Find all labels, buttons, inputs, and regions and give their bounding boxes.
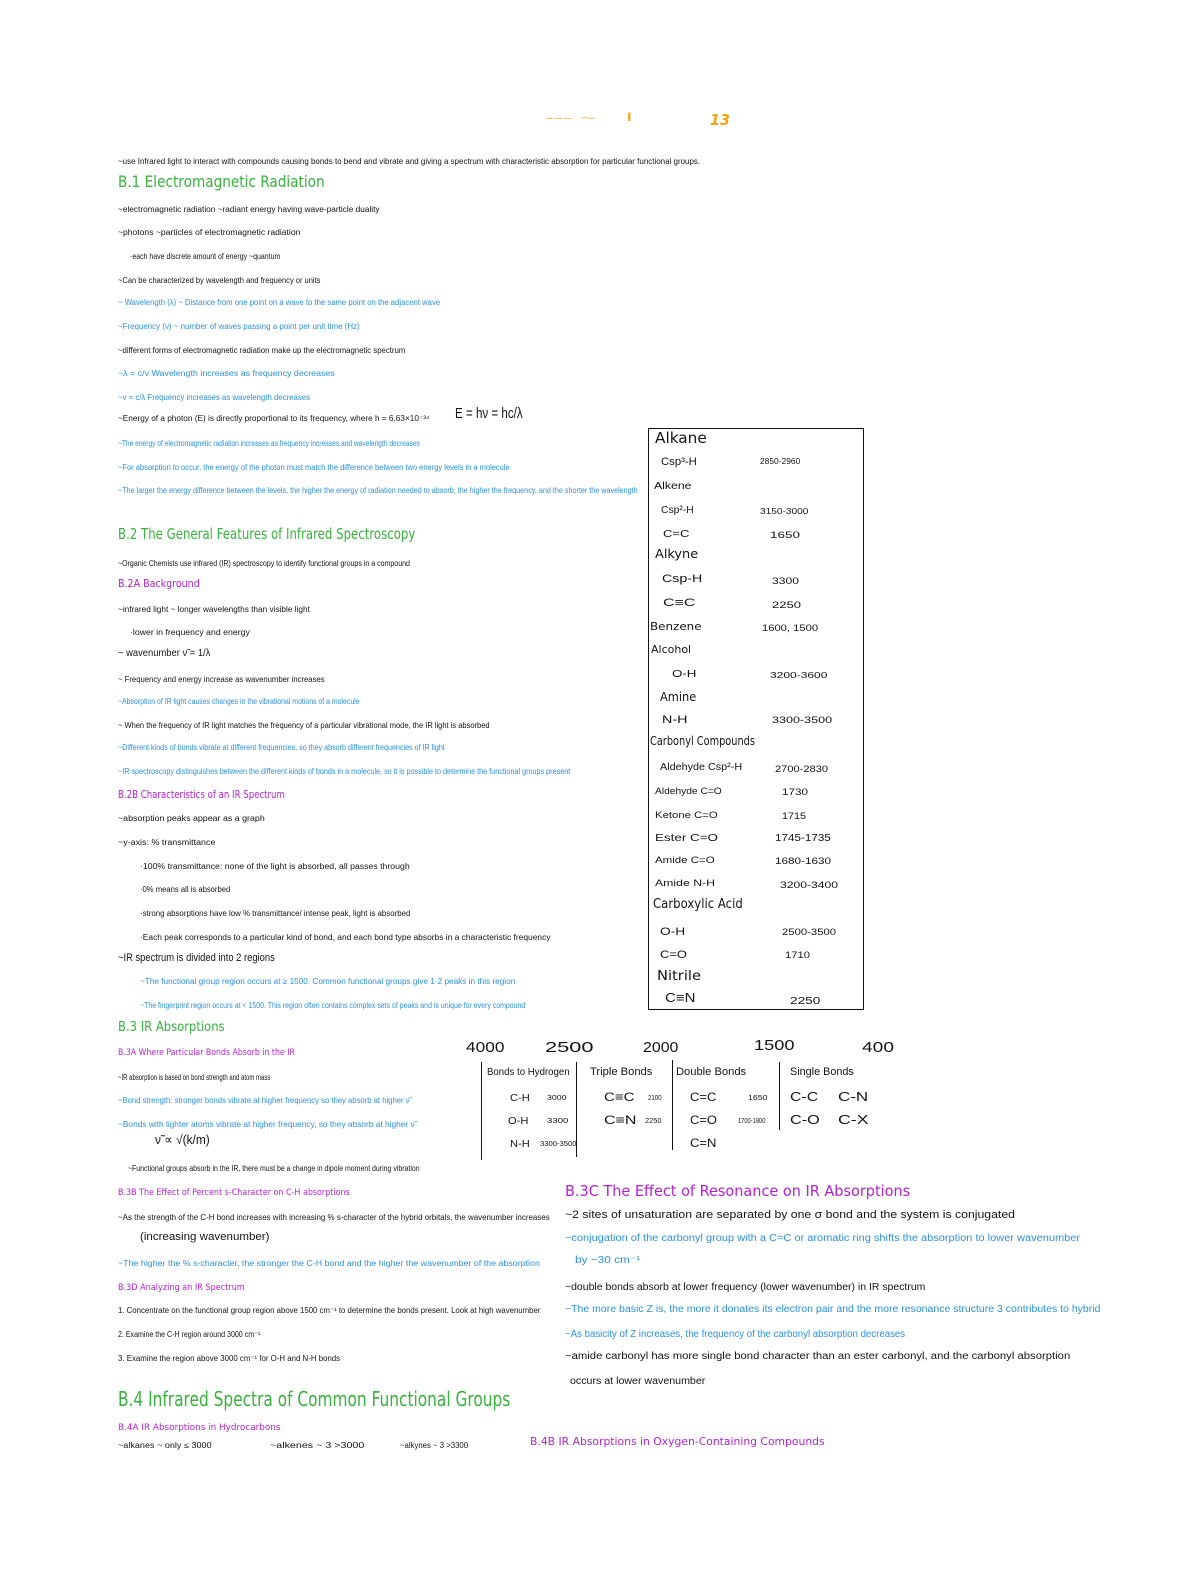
b4a-line: ~alkynes ~ 3 >3300	[400, 1441, 469, 1450]
b2a-line: ~IR spectroscopy distinguishes between the different kinds of bonds in a molecule, so it is possible to determine the functional groups present	[118, 767, 571, 776]
region-header: Triple Bonds	[590, 1066, 653, 1078]
region-bond: C=N	[690, 1136, 717, 1150]
box-category: Amine	[660, 690, 697, 704]
b3-heading: B.3 IR Absorptions	[118, 1020, 225, 1035]
b2a-line: ~ When the frequency of IR light matches the frequency of a particular vibrational mode, the IR light is absorbed	[118, 721, 490, 730]
b3a-line: ~Functional groups absorb in the IR, there must be a change in dipole moment during vibration	[128, 1164, 420, 1173]
region-bond: C=C	[690, 1090, 717, 1104]
box-bond: O-H	[660, 926, 686, 938]
wavenumber-label: 2000	[643, 1039, 679, 1056]
box-value: 2500-3500	[782, 927, 837, 937]
box-bond: Aldehyde C=O	[655, 786, 722, 796]
region-value: 1700-1800	[738, 1118, 766, 1125]
box-category: Carbonyl Compounds	[650, 734, 755, 748]
vibration-formula: ν̃ ∝ √(k/m)	[155, 1132, 210, 1147]
b3c-line: ~As basicity of Z increases, the frequency of the carbonyl absorption decreases	[565, 1329, 906, 1340]
b3b-line: (increasing wavenumber)	[140, 1231, 270, 1243]
region-bond: C-O	[790, 1112, 820, 1127]
wavenumber-label: 400	[862, 1039, 895, 1056]
region-value: 2250	[645, 1118, 662, 1125]
b1-line: ~The larger the energy difference between the levels, the higher the energy of radiation needed to absorb, the higher the frequency, and the shorter the wavelength	[118, 486, 638, 495]
b2b-line: ·100% transmittance: none of the light is absorbed, all passes through	[140, 862, 410, 871]
b3c-line: occurs at lower wavenumber	[570, 1376, 706, 1387]
box-bond: Aldehyde Csp²-H	[660, 762, 743, 773]
energy-formula: E = hν = hc/λ	[455, 405, 523, 422]
b3c-line: ~double bonds absorb at lower frequency (lower wavenumber) in IR spectrum	[565, 1282, 926, 1293]
b2b-line: ~y-axis: % transmittance	[118, 838, 216, 847]
b3c-line: ~amide carbonyl has more single bond character than an ester carbonyl, and the carbonyl absorption	[565, 1351, 1071, 1362]
b2b-line: ·0% means all is absorbed	[140, 885, 231, 894]
b1-line: ~electromagnetic radiation ~radiant energy having wave-particle duality	[118, 205, 380, 214]
b3a-line: ~Bonds with lighter atoms vibrate at higher frequency, so they absorb at higher ν̃	[118, 1120, 415, 1129]
title-part-2: I	[626, 110, 633, 124]
b1-line: ~The energy of electromagnetic radiation increases as frequency increases and wavelength decreases	[118, 439, 420, 448]
box-value: 2850-2960	[760, 457, 801, 466]
b3c-line: ~conjugation of the carbonyl group with a C=C or aromatic ring shifts the absorption to lower wavenumber	[565, 1233, 1081, 1244]
box-bond: O-H	[672, 669, 697, 680]
b3b-line: ~As the strength of the C-H bond increases with increasing % s-character of the hybrid orbitals, the wavenumber increases	[118, 1213, 550, 1222]
region-header: Single Bonds	[790, 1066, 854, 1078]
region-bond: O-H	[508, 1116, 529, 1127]
box-bond: Ketone C=O	[655, 810, 718, 820]
box-value: 1715	[782, 811, 807, 821]
b3a-line: ~Bond strength: stronger bonds vibrate at higher frequency so they absorb at higher ν̃	[118, 1096, 410, 1105]
b4a-heading: B.4A IR Absorptions in Hydrocarbons	[118, 1423, 281, 1433]
region-header: Bonds to Hydrogen	[487, 1067, 570, 1078]
b2a-line: ·lower in frequency and energy	[130, 628, 250, 637]
box-value: 3150-3000	[760, 507, 809, 516]
b2b-line: ~IR spectrum is divided into 2 regions	[118, 952, 275, 964]
b2b-line: ~The functional group region occurs at ≥ 1500. Common functional groups give 1-2 peaks in this region	[140, 977, 516, 986]
box-value: 1710	[785, 950, 811, 960]
wavenumber-formula: ~ wavenumber ν̃ = 1/λ	[118, 648, 211, 659]
b1-line: ~λ = c/ν Wavelength increases as frequency decreases	[118, 369, 335, 378]
wavenumber-label: 2500	[545, 1039, 594, 1056]
b1-line: ~Energy of a photon (E) is directly proportional to its frequency, where h = 6.63×10⁻³⁴	[118, 414, 430, 423]
box-bond: Csp³-H	[661, 456, 697, 468]
b2b-line: ·strong absorptions have low % transmittance/ intense peak, light is absorbed	[140, 909, 411, 918]
box-category: Carboxylic Acid	[653, 897, 743, 912]
box-value: 1680-1630	[775, 856, 832, 866]
box-category: Alkyne	[655, 547, 699, 561]
b2a-heading: B.2A Background	[118, 577, 200, 590]
box-value: 1650	[770, 530, 801, 540]
b2a-line: ~ Frequency and energy increase as wavenumber increases	[118, 675, 325, 684]
box-value: 1600, 1500	[762, 623, 819, 633]
b2b-line: ~absorption peaks appear as a graph	[118, 814, 265, 823]
region-value: 3300-3500	[540, 1141, 577, 1148]
box-bond: C≡N	[665, 990, 696, 1005]
b1-line: ~ν = c/λ Frequency increases as wavelength decreases	[118, 393, 310, 402]
b3c-line: by ~30 cm⁻¹	[575, 1255, 641, 1266]
box-bond: Amide C=O	[655, 855, 715, 865]
region-bond: C≡N	[604, 1113, 637, 1127]
b4-heading: B.4 Infrared Spectra of Common Functional Groups	[118, 1387, 511, 1411]
box-value: 1730	[782, 787, 809, 797]
region-divider	[779, 1062, 780, 1130]
region-value: 3000	[547, 1095, 567, 1102]
b2b-heading: B.2B Characteristics of an IR Spectrum	[118, 788, 285, 801]
region-bond: C-H	[510, 1093, 530, 1104]
b3c-heading: B.3C The Effect of Resonance on IR Absorptions	[565, 1182, 911, 1200]
box-bond: C≡C	[663, 597, 696, 609]
box-value: 3200-3600	[770, 671, 828, 680]
b1-line: ~ Wavelength (λ) ~ Distance from one point on a wave to the same point on the adjacent wave	[118, 298, 441, 307]
b3b-heading: B.3B The Effect of Percent s-Character on C-H absorptions	[118, 1188, 350, 1198]
b2a-line: ~Absorption of IR light causes changes in the vibrational motions of a molecule	[118, 697, 360, 706]
b2a-line: ~infrared light ~ longer wavelengths than visible light	[118, 605, 310, 614]
box-bond: C=O	[660, 949, 687, 961]
box-category: Alcohol	[651, 643, 692, 656]
title-part-1: --- ~	[545, 113, 597, 123]
intro-line: ~use Infrared light to interact with compounds causing bonds to bend and vibrate and giving a spectrum with characteristic absorption for particular functional groups.	[118, 157, 701, 166]
b2a-line: ~Different kinds of bonds vibrate at different frequencies, so they absorb different frequencies of IR light	[118, 743, 445, 752]
region-bond: C≡C	[604, 1090, 635, 1104]
box-value: 2250	[790, 996, 821, 1007]
b3c-line: ~The more basic Z is, the more it donates its electron pair and the more resonance structure 3 contributes to hybrid	[565, 1304, 1101, 1315]
region-value: 1650	[748, 1095, 768, 1102]
b3d-heading: B.3D Analyzing an IR Spectrum	[118, 1283, 245, 1293]
box-bond: C=C	[663, 529, 690, 540]
b2-line: ~Organic Chemists use infrared (IR) spectroscopy to identify functional groups in a compound	[118, 559, 410, 568]
region-header: Double Bonds	[676, 1066, 747, 1078]
box-bond: Amide N-H	[655, 878, 716, 888]
box-category: Benzene	[650, 620, 702, 633]
b1-line: ·each have discrete amount of energy ~quantum	[130, 252, 281, 261]
b3d-step: 2. Examine the C-H region around 3000 cm⁻¹	[118, 1330, 261, 1339]
box-value: 2250	[772, 600, 802, 610]
box-value: 3300-3500	[772, 715, 833, 725]
region-divider	[481, 1062, 482, 1160]
b4a-line: ~alkenes ~ 3 >3000	[270, 1441, 365, 1450]
b3a-heading: B.3A Where Particular Bonds Absorb in the IR	[118, 1048, 295, 1058]
region-bond: C-X	[838, 1112, 869, 1127]
box-bond: Csp-H	[662, 573, 703, 585]
box-category: Alkene	[654, 481, 692, 492]
b1-line: ~For absorption to occur, the energy of the photon must match the difference between two energy levels in a molecule	[118, 463, 510, 472]
b3c-line: ~2 sites of unsaturation are separated by one σ bond and the system is conjugated	[565, 1209, 1015, 1221]
b2b-line: ~The fingerprint region occurs at < 1500. This region often contains complex sets of peaks and is unique for every compound	[140, 1001, 526, 1010]
b2-heading: B.2 The General Features of Infrared Spectroscopy	[118, 525, 416, 543]
box-bond: N-H	[662, 714, 688, 726]
b3a-line: ~IR absorption is based on bond strength and atom mass	[118, 1073, 271, 1082]
box-category: Alkane	[655, 429, 707, 447]
b2b-line: ·Each peak corresponds to a particular kind of bond, and each bond type absorbs in a characteristic frequency	[140, 933, 551, 942]
region-value: 3300	[547, 1118, 569, 1125]
box-value: 2700-2830	[775, 764, 829, 774]
b1-line: ~Frequency (ν) ~ number of waves passing a point per unit time (Hz)	[118, 322, 360, 331]
wavenumber-label: 1500	[754, 1037, 795, 1054]
box-value: 1745-1735	[775, 833, 831, 844]
region-bond: C-N	[838, 1089, 869, 1104]
box-bond: Ester C=O	[655, 833, 718, 844]
wavenumber-label: 4000	[466, 1039, 505, 1056]
b3d-step: 3. Examine the region above 3000 cm⁻¹ for O-H and N-H bonds	[118, 1354, 341, 1363]
region-bond: N-H	[510, 1139, 530, 1150]
b4b-heading: B.4B IR Absorptions in Oxygen-Containing Compounds	[530, 1435, 825, 1448]
box-bond: Csp²-H	[661, 505, 694, 516]
b3d-step: 1. Concentrate on the functional group region above 1500 cm⁻¹ to determine the bonds present. Look at high wavenumber	[118, 1306, 541, 1315]
region-divider	[672, 1060, 673, 1150]
b1-heading: B.1 Electromagnetic Radiation	[118, 172, 325, 191]
region-bond: C=O	[690, 1113, 718, 1127]
b3b-line: ~The higher the % s-character, the stronger the C-H bond and the higher the wavenumber of the absorption	[118, 1259, 540, 1268]
title-part-3: 13	[710, 111, 730, 129]
region-value: 2100	[648, 1095, 662, 1102]
box-category: Nitrile	[657, 969, 701, 984]
region-bond: C-C	[790, 1089, 819, 1104]
b1-line: ~different forms of electromagnetic radiation make up the electromagnetic spectrum	[118, 346, 406, 355]
box-value: 3300	[772, 576, 800, 586]
b1-line: ~Can be characterized by wavelength and frequency or units	[118, 276, 321, 285]
b1-line: ~photons ~particles of electromagnetic radiation	[118, 228, 301, 237]
b4a-line: ~alkanes ~ only ≤ 3000	[118, 1441, 212, 1450]
box-value: 3200-3400	[780, 880, 839, 890]
